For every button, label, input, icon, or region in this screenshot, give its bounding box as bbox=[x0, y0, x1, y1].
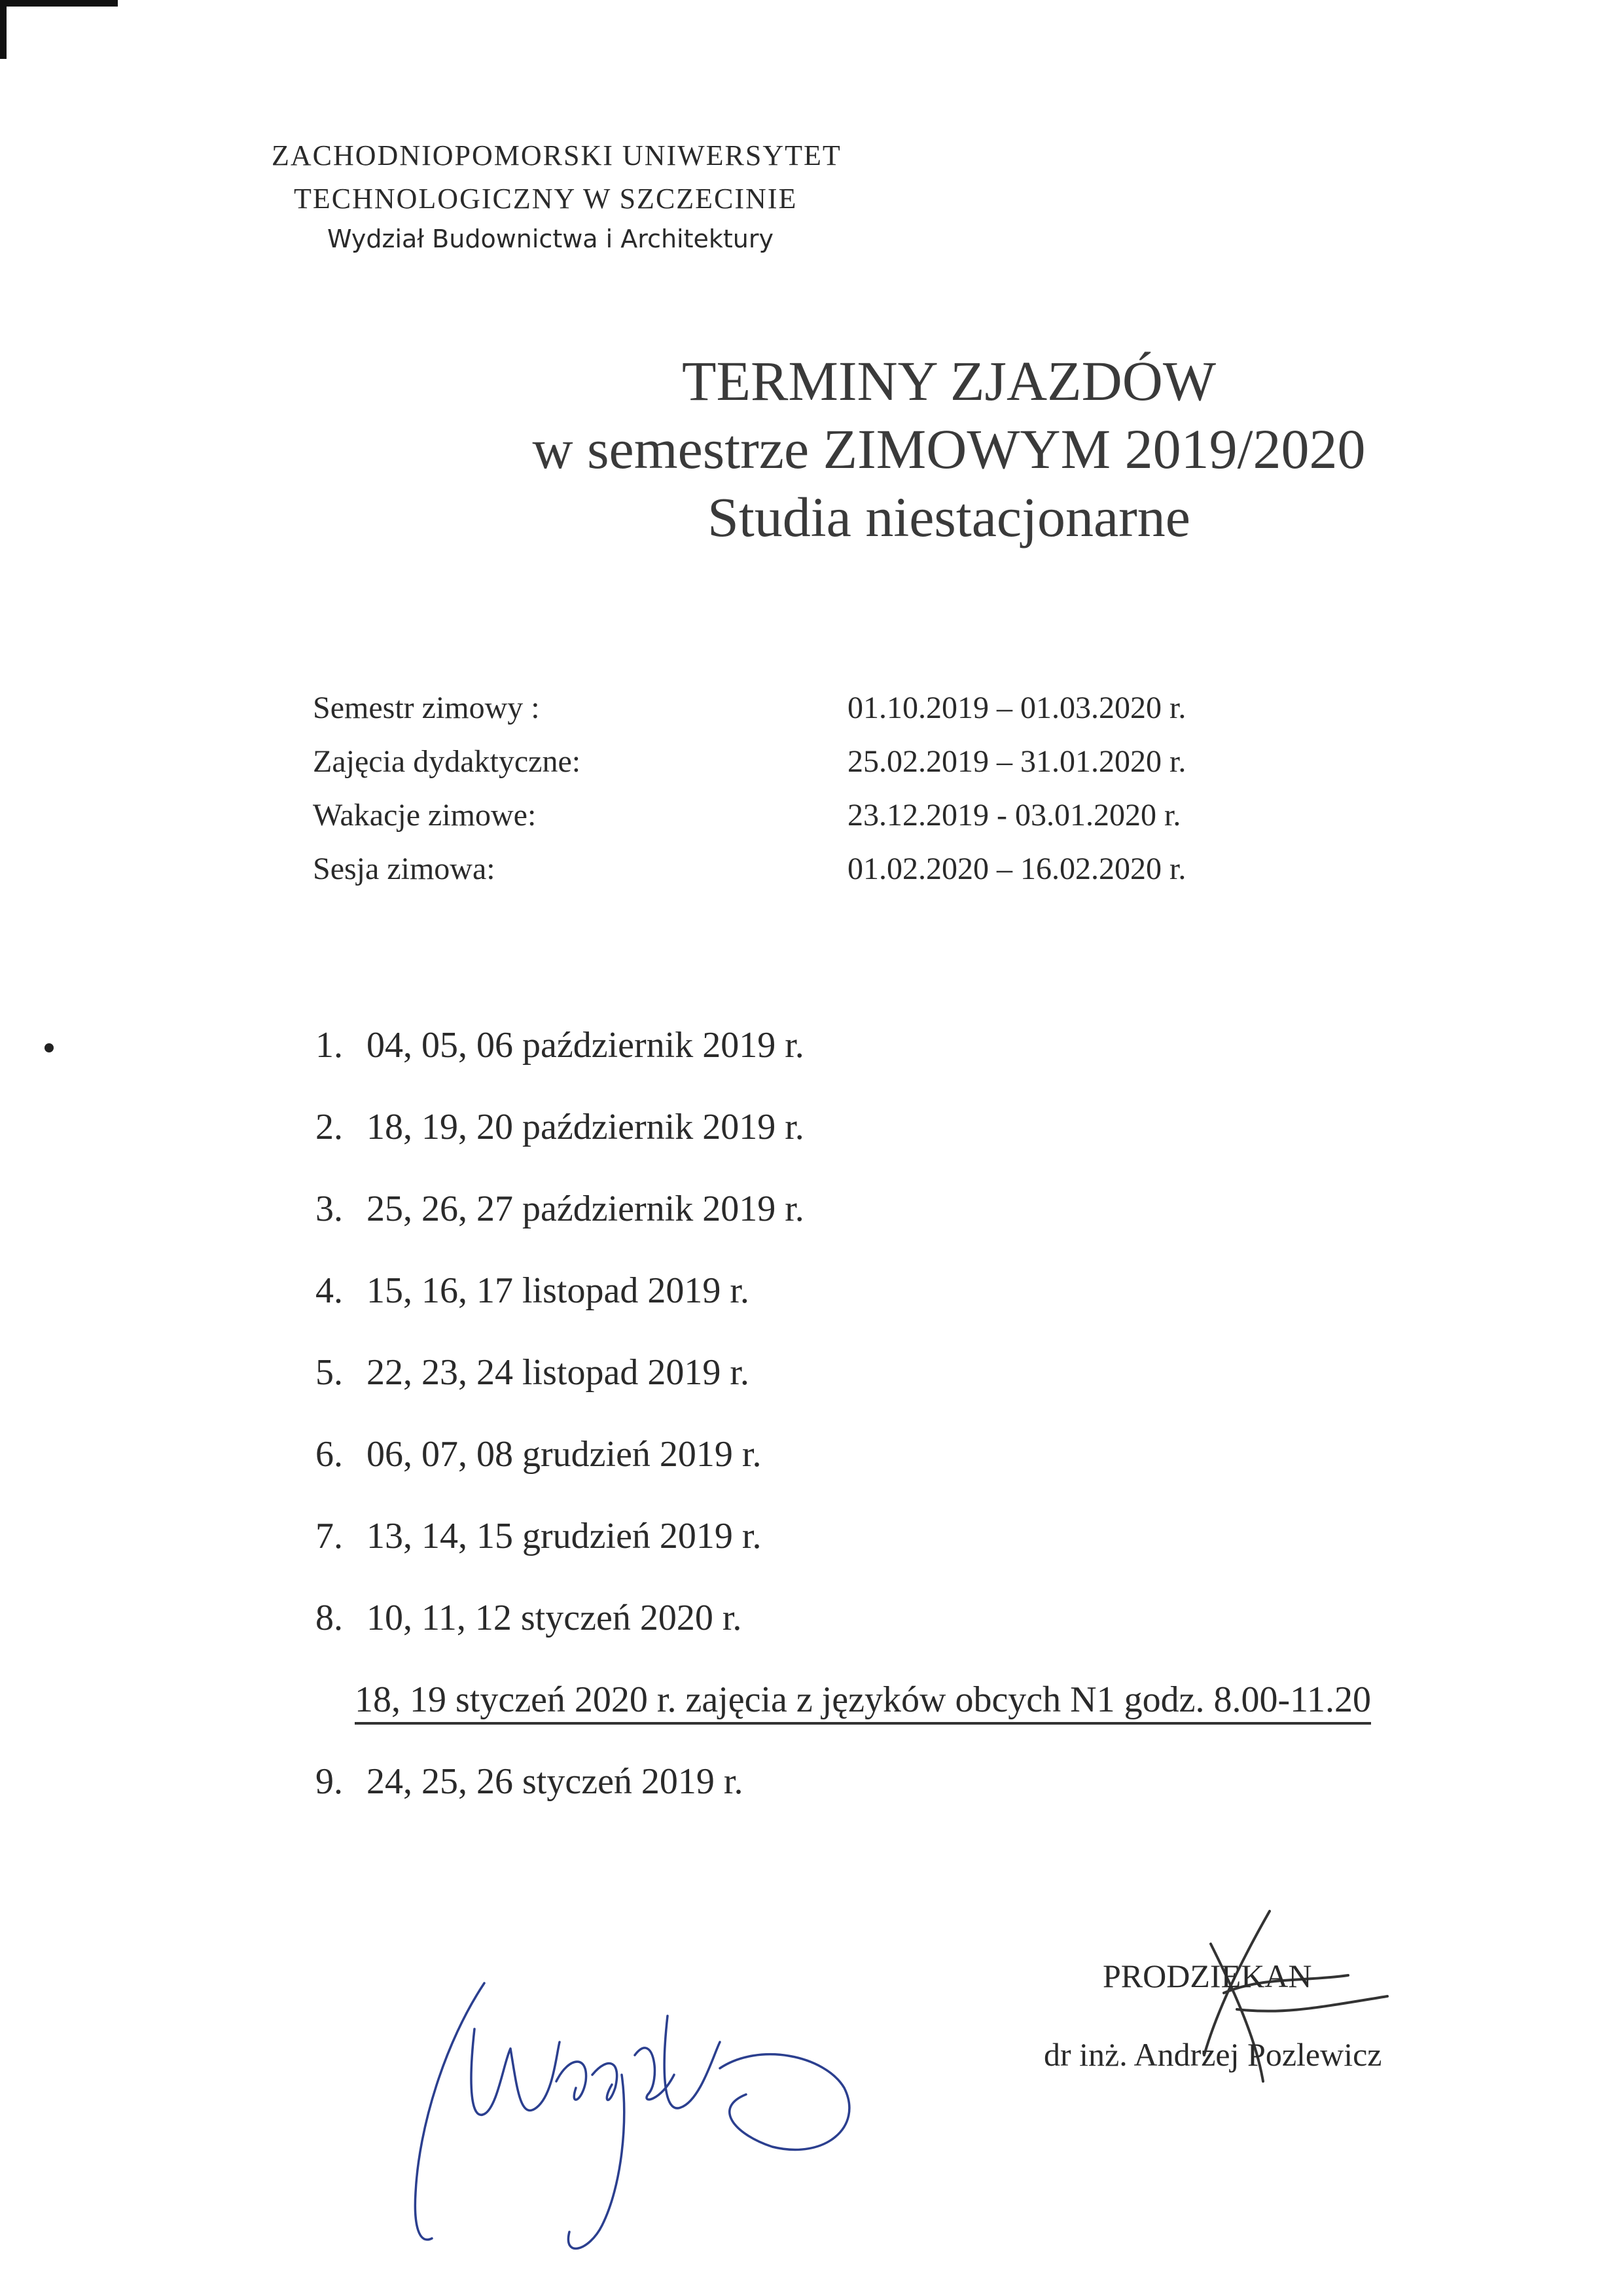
item-number: 4. bbox=[315, 1270, 343, 1311]
item-number: 1. bbox=[315, 1025, 343, 1066]
info-row bbox=[313, 788, 1294, 842]
list-item bbox=[315, 1515, 1592, 1597]
list-item bbox=[315, 1106, 1592, 1188]
meetings-list bbox=[315, 1024, 1592, 1842]
item-number: 7. bbox=[315, 1516, 343, 1556]
item-number: 5. bbox=[315, 1352, 343, 1393]
institution-header bbox=[272, 134, 926, 257]
list-item bbox=[315, 1597, 1592, 1679]
list-item bbox=[315, 1270, 1592, 1352]
info-value: 01.10.2019 – 01.03.2020 r. bbox=[847, 690, 1186, 725]
item-text: 25, 26, 27 październik 2019 r. bbox=[366, 1189, 804, 1229]
scan-edge-mark bbox=[0, 0, 118, 7]
info-label: Wakacje zimowe: bbox=[313, 797, 537, 833]
info-value: 23.12.2019 - 03.01.2020 r. bbox=[847, 797, 1181, 833]
list-item bbox=[315, 1761, 1592, 1842]
info-label: Semestr zimowy : bbox=[313, 690, 540, 725]
faculty-name: Wydział Budownictwa i Architektury bbox=[327, 224, 774, 253]
title-line2: w semestrze ZIMOWYM 2019/2020 bbox=[532, 418, 1366, 480]
info-value: 01.02.2020 – 16.02.2020 r. bbox=[847, 851, 1186, 886]
scan-edge-mark bbox=[0, 0, 7, 59]
info-row bbox=[313, 842, 1294, 895]
info-value: 25.02.2019 – 31.01.2020 r. bbox=[847, 744, 1186, 779]
item-text: 15, 16, 17 listopad 2019 r. bbox=[366, 1270, 749, 1311]
note-text: 18, 19 styczeń 2020 r. zajęcia z języków obcych N1 godz. 8.00-11.20 bbox=[355, 1679, 1371, 1725]
info-row bbox=[313, 681, 1294, 734]
scan-dot bbox=[45, 1043, 54, 1052]
info-label: Zajęcia dydaktyczne: bbox=[313, 744, 581, 779]
signature-name: dr inż. Andrzej Pozlewicz bbox=[1044, 2036, 1382, 2073]
item-text: 18, 19, 20 październik 2019 r. bbox=[366, 1107, 804, 1147]
item-number: 9. bbox=[315, 1761, 343, 1802]
list-item bbox=[315, 1188, 1592, 1270]
university-name-line2: TECHNOLOGICZNY W SZCZECINIE bbox=[294, 183, 798, 215]
university-name-line1: ZACHODNIOPOMORSKI UNIWERSYTET bbox=[272, 139, 842, 171]
list-item bbox=[315, 1352, 1592, 1433]
item-number: 3. bbox=[315, 1189, 343, 1229]
item-text: 04, 05, 06 październik 2019 r. bbox=[366, 1025, 804, 1066]
item-text: 24, 25, 26 styczeń 2019 r. bbox=[366, 1761, 743, 1802]
dean-signature-scribble bbox=[1021, 1898, 1479, 2114]
item-number: 8. bbox=[315, 1598, 343, 1638]
document-title bbox=[393, 347, 1505, 551]
language-classes-note bbox=[355, 1679, 1371, 1761]
handwritten-signature bbox=[406, 1977, 877, 2268]
item-number: 6. bbox=[315, 1434, 343, 1475]
list-item bbox=[315, 1024, 1592, 1106]
item-text: 06, 07, 08 grudzień 2019 r. bbox=[366, 1434, 762, 1475]
semester-info-table bbox=[313, 681, 1294, 895]
title-line1: TERMINY ZJAZDÓW bbox=[681, 350, 1217, 412]
item-text: 22, 23, 24 listopad 2019 r. bbox=[366, 1352, 749, 1393]
info-label: Sesja zimowa: bbox=[313, 851, 495, 886]
item-number: 2. bbox=[315, 1107, 343, 1147]
item-text: 10, 11, 12 styczeń 2020 r. bbox=[366, 1598, 742, 1638]
signature-title: PRODZIEKAN bbox=[1103, 1958, 1312, 1994]
info-row bbox=[313, 734, 1294, 788]
title-line3: Studia niestacjonarne bbox=[707, 486, 1190, 548]
blue-signature-scribble bbox=[406, 1977, 877, 2265]
list-item bbox=[315, 1433, 1592, 1515]
item-text: 13, 14, 15 grudzień 2019 r. bbox=[366, 1516, 762, 1556]
